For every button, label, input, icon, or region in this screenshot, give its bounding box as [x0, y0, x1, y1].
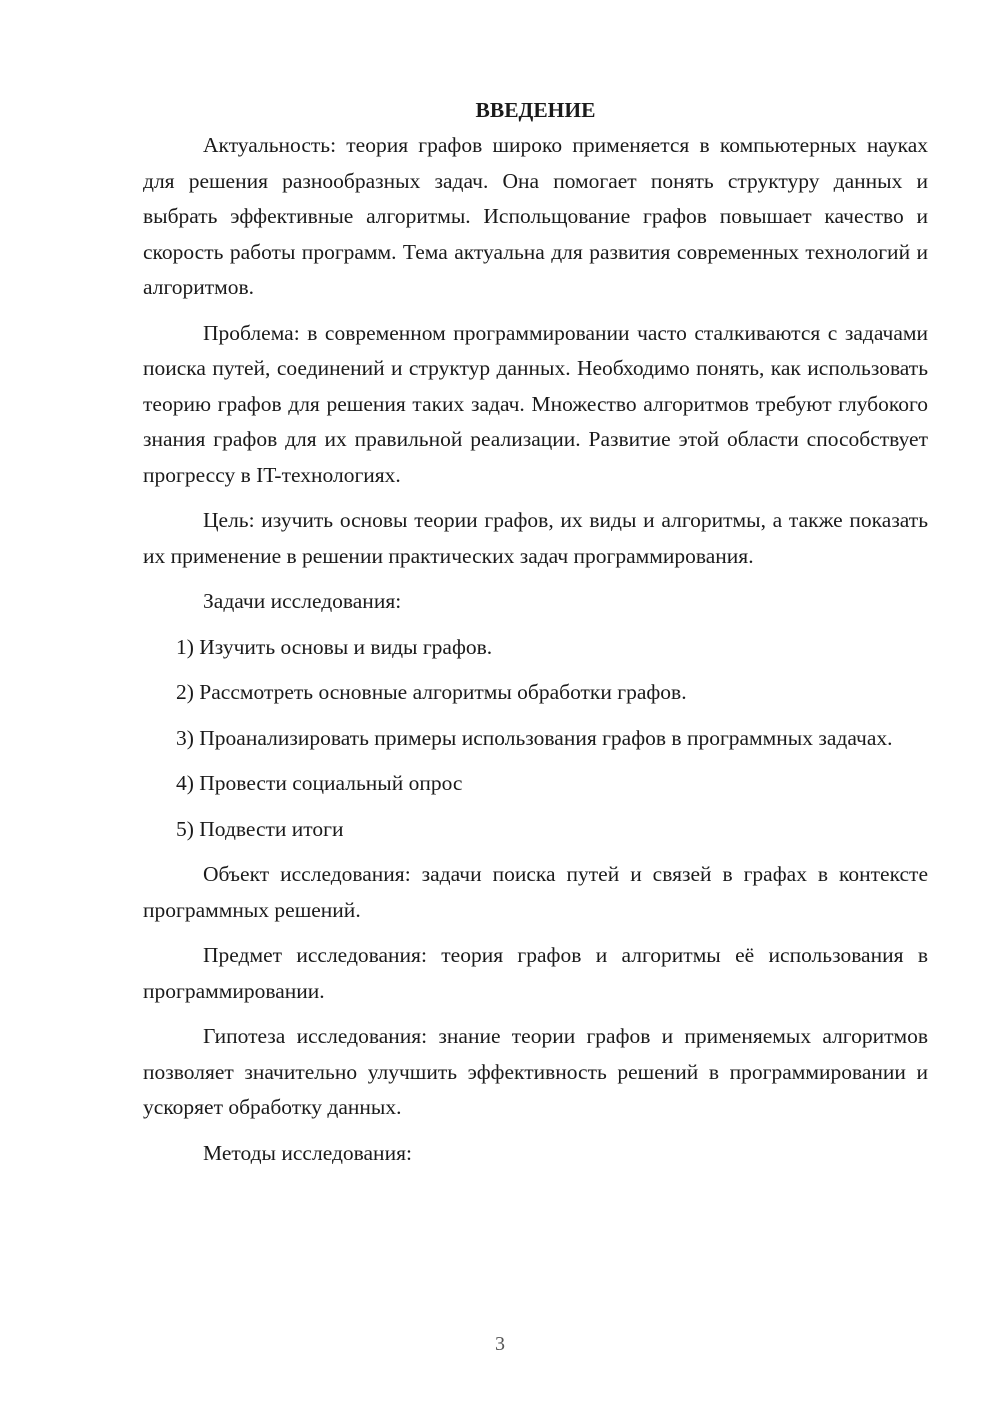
object-paragraph: Объект исследования: задачи поиска путей и связей в графах в контексте программных решений. [143, 862, 928, 922]
goal-paragraph: Цель: изучить основы теории графов, их виды и алгоритмы, а также показать их применение в решении практических задач программирования. [143, 508, 928, 568]
document-page [143, 95, 928, 1181]
task-item-1: 1) Изучить основы и виды графов. [176, 634, 493, 659]
methods-paragraph: Методы исследования: [203, 1140, 412, 1165]
hypothesis-paragraph: Гипотеза исследования: знание теории графов и применяемых алгоритмов позволяет значительно улучшить эффективность решений в программировании и ускоряет обработку данных. [143, 1024, 928, 1119]
relevance-paragraph: Актуальность: теория графов широко применяется в компьютерных науках для решения разнообразных задач. Она помогает понять структуру данных и выбрать эффективные алгоритмы. Испольщование графов повышает качество и скорость работы программ. Тема актуальна для развития современных технологий и алгоритмов. [143, 133, 928, 299]
page-number: 3 [495, 1333, 505, 1355]
task-item-2: 2) Рассмотреть основные алгоритмы обработки графов. [176, 680, 687, 704]
problem-paragraph: Проблема: в современном программировании часто сталкиваются с задачами поиска путей, соединений и структур данных. Необходимо понять, как использовать теорию графов для решения таких задач. Множество алгоритмов требуют глубокого знания графов для их правильной реализации. Развитие этой области способствует прогрессу в IT-технологиях. [143, 320, 928, 487]
subject-paragraph: Предмет исследования: теория графов и алгоритмы её использования в программировании. [143, 943, 928, 1003]
task-item-5: 5) Подвести итоги [176, 816, 344, 841]
section-heading: ВВЕДЕНИЕ [475, 98, 596, 122]
task-item-3: 3) Проанализировать примеры использования графов в программных задачах. [176, 725, 893, 750]
task-item-4: 4) Провести социальный опрос [176, 771, 463, 795]
tasks-intro-paragraph: Задачи исследования: [203, 589, 402, 613]
